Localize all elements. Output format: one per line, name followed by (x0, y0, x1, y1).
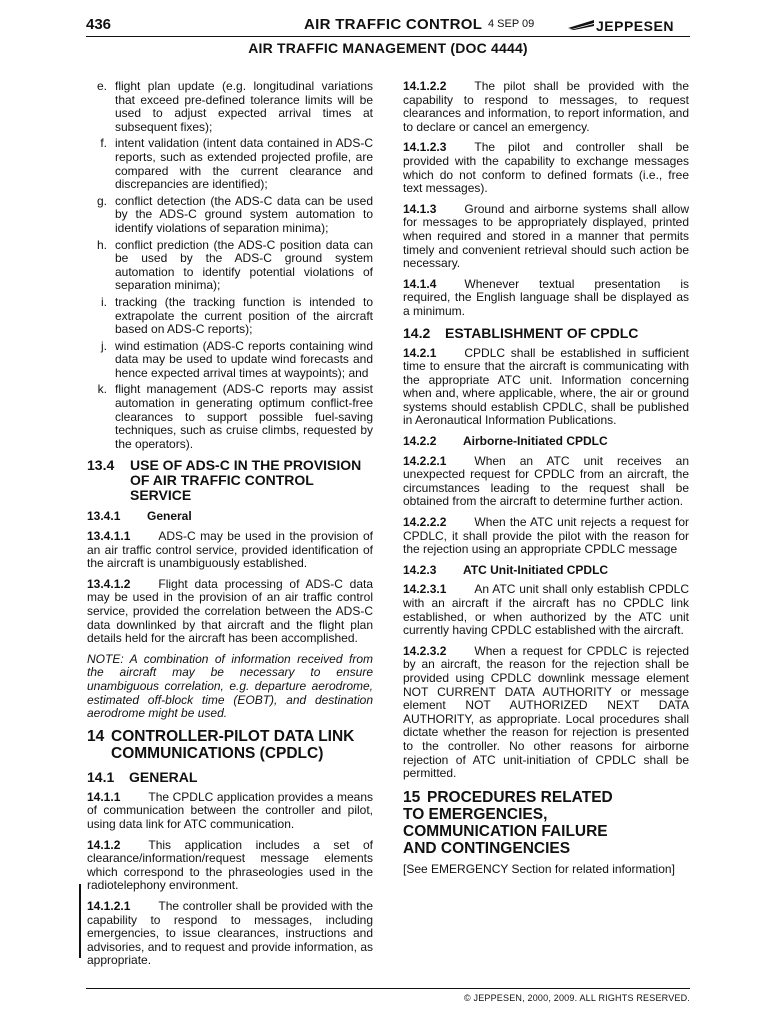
paragraph-number: 14.1.2.3 (403, 140, 447, 155)
page-subtitle: AIR TRAFFIC MANAGEMENT (DOC 4444) (248, 40, 528, 56)
subsection-number: 13.4.1 (87, 509, 121, 524)
paragraph-number: 14.2.2.1 (403, 453, 447, 468)
paragraph-14-1-2-2 (403, 80, 689, 134)
paragraph-14-1-2-1 (87, 900, 373, 968)
jeppesen-logo (568, 16, 690, 34)
paragraph-text: The pilot shall be provided with the capability to respond to messages, to request clearances and information, to report information, and to declare or cancel an emergency. (403, 79, 689, 134)
adsc-function-list (87, 80, 373, 451)
paragraph-text: CPDLC shall be established in sufficient time to ensure that the aircraft is communicating with the appropriate ATC unit. Information concerning when and, where applicable, where, the air or ground systems should establish CPDLC, shall be published in Aeronautical Information Publications. (403, 345, 689, 428)
list-item (87, 296, 373, 337)
page-number: 436 (86, 16, 112, 33)
paragraph-number: 14.2.2.2 (403, 515, 447, 530)
list-text: conflict detection (the ADS-C data can be used by the ADS-C ground system automation to identify violations of separation minima); (115, 193, 373, 235)
list-item (87, 137, 373, 191)
list-letter: i. (101, 294, 107, 309)
list-text: conflict prediction (the ADS-C position data can be used by the ADS-C ground system automation to identify potential violations of separation minima); (115, 237, 373, 293)
paragraph-14-1-4 (403, 278, 689, 319)
list-letter: f. (100, 136, 107, 151)
right-column (403, 80, 689, 883)
header-date: 4 SEP 09 (488, 18, 535, 30)
section-title: GENERAL (129, 768, 198, 785)
subsection-title: Airborne-Initiated CPDLC (463, 434, 608, 449)
section-number: 13.4 (87, 457, 115, 474)
paragraph-text: When an ATC unit receives an unexpected request for CPDLC from an aircraft, the circumstances leading to the request shall be obtained from the aircraft to determine further action. (403, 453, 689, 509)
paragraph-text: The pilot and controller shall be provided with the capability to exchange messages which do not conform to defined formats (i.e., free text messages). (403, 140, 689, 196)
paragraph-14-2-2-2 (403, 516, 689, 557)
section-number: 14.2 (403, 324, 431, 341)
paragraph-text: An ATC unit shall only establish CPDLC with an aircraft if the aircraft has no CPDLC link established, or when authorized by the ATC unit currently having CPDLC established with the aircraft. (403, 582, 689, 638)
section-title: ESTABLISHMENT OF CPDLC (445, 324, 639, 341)
left-column (87, 80, 373, 975)
section-title-line: COMMUNICATION FAILURE (403, 822, 608, 840)
list-item (87, 340, 373, 381)
brand-name: JEPPESEN (596, 18, 674, 34)
paragraph-number: 14.1.3 (403, 201, 437, 216)
list-item (87, 239, 373, 293)
paragraph-number: 14.1.2.1 (87, 898, 131, 913)
section-heading-15 (403, 789, 689, 857)
paragraph-text: ADS-C may be used in the provision of an air traffic control service, provided identification of the aircraft is unambiguously established. (87, 529, 373, 571)
paragraph-number: 13.4.1.2 (87, 576, 131, 591)
list-text: flight plan update (e.g. longitudinal variations that exceed pre-defined tolerance limits will be used to adjust expected arrival times at subsequent fixes); (115, 79, 373, 134)
list-text: intent validation (intent data contained in ADS-C reports, such as extended projected profile, are compared with the current clearance and discrepancies are identified); (115, 136, 373, 192)
section-heading-14 (87, 728, 373, 762)
paragraph-number: 14.1.2 (87, 837, 121, 852)
paragraph-text: This application includes a set of clearance/information/request message elements which correspond to the phraseologies used in the radiotelephony environment. (87, 837, 373, 893)
list-item (87, 195, 373, 236)
list-text: wind estimation (ADS-C reports containing wind data may be used to update wind forecasts and hence expected arrival times at waypoints); and (115, 338, 373, 380)
jeppesen-swoosh-icon (568, 20, 594, 30)
paragraph-number: 14.2.1 (403, 345, 437, 360)
list-letter: h. (96, 237, 107, 252)
note-paragraph: NOTE: A combination of information received from the aircraft may be necessary to ensure unambiguous correlation, e.g. departure aerodrome, estimated off-block time (EOBT), and destination aerodrome might be used. (87, 651, 373, 721)
paragraph-14-2-3-2 (403, 645, 689, 781)
list-letter: j. (101, 338, 107, 353)
section-number: 14 (87, 727, 105, 745)
paragraph-number: 14.1.4 (403, 276, 437, 291)
paragraph-text: The CPDLC application provides a means of communication between the controller and pilot, using data link for ATC communication. (87, 789, 373, 831)
paragraph-14-1-2 (87, 839, 373, 893)
section-title-line: TO EMERGENCIES, (403, 805, 548, 823)
paragraph-13-4-1-2 (87, 578, 373, 646)
paragraph-14-2-3-1 (403, 583, 689, 637)
section-heading-14-2 (403, 326, 689, 341)
paragraph-14-2-2-1 (403, 455, 689, 509)
paragraph-text: Flight data processing of ADS-C data may be used in the provision of an air traffic control service, provided the correlation between the ADS-C data downlinked by that aircraft and the flight plan details held for the aircraft has been accomplished. (87, 576, 373, 646)
subsection-heading-14-2-3 (403, 564, 689, 578)
copyright-notice: © JEPPESEN, 2000, 2009. ALL RIGHTS RESERVED. (463, 993, 690, 1003)
section-number: 14.1 (87, 768, 115, 785)
subsection-title: ATC Unit-Initiated CPDLC (463, 562, 609, 577)
subsection-number: 14.2.3 (403, 562, 437, 577)
paragraph-14-1-2-3 (403, 141, 689, 195)
section-heading-14-1 (87, 770, 373, 785)
paragraph-number: 14.1.1 (87, 789, 121, 804)
paragraph-text: The controller shall be provided with the capability to respond to messages, including emergencies, to issue clearances, instructions and advisories, and to request and provide information, as appropriate. (87, 898, 373, 968)
subsection-heading-14-2-2 (403, 435, 689, 449)
paragraph-text: When a request for CPDLC is rejected by an aircraft, the reason for the rejection shall be provided using CPDLC downlink message element NOT CURRENT DATA AUTHORITY or message element NOT AUTHORIZED NEXT DATA AUTHORITY, as appropriate. Local procedures shall dictate whether the reason for rejection is presented to the controller. No other reasons for airborne rejection of ATC unit-initiation of CPDLC shall be permitted. (403, 643, 689, 781)
emergency-reference: [See EMERGENCY Section for related information] (403, 861, 675, 876)
header-title: AIR TRAFFIC CONTROL (304, 16, 483, 33)
paragraph-13-4-1-1 (87, 530, 373, 571)
list-text: flight management (ADS-C reports may assist automation in generating optimum conflict-free clearances to support possible fuel-saving techniques, such as cruise climbs, requested by the operators). (115, 382, 373, 451)
paragraph-14-2-1 (403, 347, 689, 429)
list-letter: g. (96, 193, 107, 208)
revision-change-bar (79, 884, 81, 958)
paragraph-text: When the ATC unit rejects a request for CPDLC, it shall provide the pilot with the reason for the rejection using an appropriate CPDLC message (403, 515, 689, 557)
paragraph-text: Whenever textual presentation is required, the English language shall be displayed as a minimum. (403, 276, 689, 318)
list-item (87, 383, 373, 451)
paragraph-number: 14.1.2.2 (403, 79, 447, 93)
section-number: 15 (403, 788, 421, 806)
subsection-heading-13-4-1 (87, 510, 373, 524)
paragraph-number: 14.2.3.1 (403, 582, 447, 597)
section-title-line: AND CONTINGENCIES (403, 839, 571, 857)
paragraph-14-1-1 (87, 791, 373, 832)
paragraph-text: Ground and airborne systems shall allow for messages to be appropriately displayed, printed when required and stored in a manner that permits timely and convenient retrieval should such action be necessary. (403, 201, 689, 271)
paragraph-14-1-3 (403, 203, 689, 271)
list-letter: e. (96, 79, 107, 93)
section-heading-13-4 (87, 458, 373, 503)
section-title-line: PROCEDURES RELATED (427, 788, 613, 806)
list-letter: k. (97, 382, 107, 397)
subsection-number: 14.2.2 (403, 434, 437, 449)
paragraph-number: 14.2.3.2 (403, 643, 447, 658)
section-title: CONTROLLER-PILOT DATA LINK COMMUNICATIONS (CPDLC) (111, 727, 355, 762)
list-text: tracking (the tracking function is intended to extrapolate the current position of the aircraft based on ADS-C reports); (115, 294, 373, 337)
footer-rule (86, 988, 690, 989)
page-header (86, 14, 690, 37)
list-item (87, 80, 373, 134)
paragraph-number: 13.4.1.1 (87, 529, 131, 544)
section-title: USE OF ADS-C IN THE PROVISION OF AIR TRAFFIC CONTROL SERVICE (130, 457, 362, 504)
subsection-title: General (147, 509, 192, 524)
